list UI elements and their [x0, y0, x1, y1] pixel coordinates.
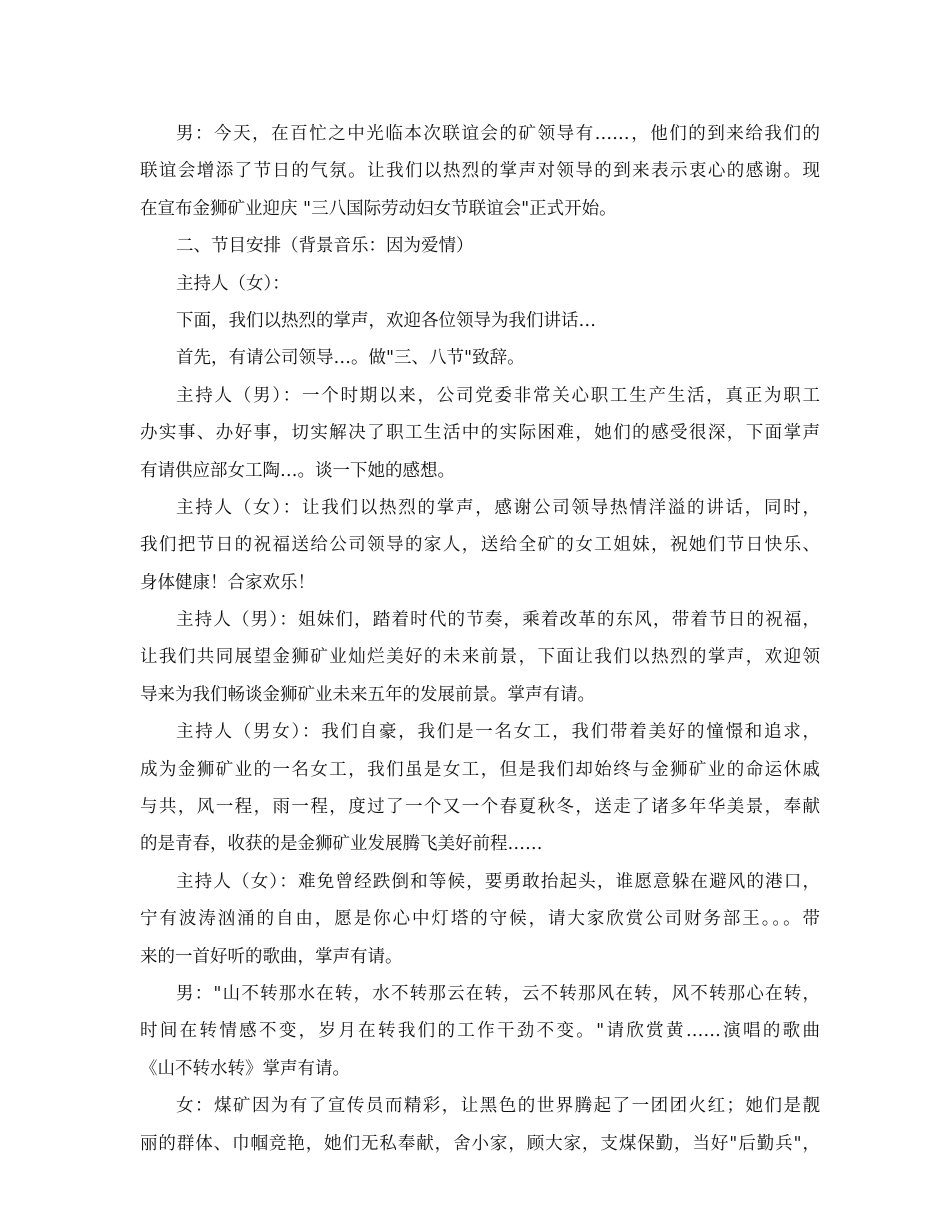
text-line: 主持人（女）： — [176, 273, 290, 294]
text-line: 丽的群体、巾帼竞艳，她们无私奉献，舍小家，顾大家，支煤保勤，当好"后勤兵"， — [140, 1133, 820, 1154]
text-line: 主持人（男）：一个时期以来，公司党委非常关心职工生产生活，真正为职工 — [176, 385, 820, 406]
text-line: 二、节目安排（背景音乐：因为爱情） — [176, 236, 474, 257]
text-line: 与共，风一程，雨一程，度过了一个又一个春夏秋冬，送走了诸多年华美景，奉献 — [140, 797, 820, 818]
text-line: 主持人（男女）：我们自豪，我们是一名女工，我们带着美好的憧憬和追求， — [176, 722, 820, 743]
document-page — [140, 116, 820, 1163]
text-line: 办实事、办好事，切实解决了职工生活中的实际困难，她们的感受很深，下面掌声 — [140, 423, 820, 444]
text-line: 首先，有请公司领导…。做"三、八节"致辞。 — [176, 348, 525, 369]
text-line: 主持人（女）：难免曾经跌倒和等候，要勇敢抬起头，谁愿意躲在避风的港口， — [176, 871, 820, 892]
text-line: 男："山不转那水在转，水不转那云在转，云不转那风在转，风不转那心在转， — [176, 983, 820, 1004]
text-line: 男：今天，在百忙之中光临本次联谊会的矿领导有……，他们的到来给我们的 — [176, 124, 820, 144]
text-line: 有请供应部女工陶…。谈一下她的感想。 — [140, 460, 455, 481]
text-line: 身体健康！合家欢乐！ — [140, 572, 315, 593]
text-line: 的是青春，收获的是金狮矿业发展腾飞美好前程…… — [140, 834, 543, 855]
text-line: 让我们共同展望金狮矿业灿烂美好的未来前景，下面让我们以热烈的掌声，欢迎领 — [140, 647, 820, 668]
text-line: 下面，我们以热烈的掌声，欢迎各位领导为我们讲话… — [176, 310, 596, 331]
text-line: 在宣布金狮矿业迎庆 "三八国际劳动妇女节联谊会"正式开始。 — [140, 198, 617, 219]
text-line: 宁有波涛汹涌的自由，愿是你心中灯塔的守候，请大家欣赏公司财务部王。。。带 — [140, 909, 820, 930]
text-line: 导来为我们畅谈金狮矿业未来五年的发展前景。掌声有请。 — [140, 684, 595, 705]
text-line: 时间在转情感不变，岁月在转我们的工作干劲不变。"请欣赏黄……演唱的歌曲 — [140, 1021, 820, 1042]
text-line: 来的一首好听的歌曲，掌声有请。 — [140, 946, 403, 967]
text-line: 女：煤矿因为有了宣传员而精彩，让黑色的世界腾起了一团团火红；她们是靓 — [176, 1096, 820, 1117]
text-line: 联谊会增添了节日的气氛。让我们以热烈的掌声对领导的到来表示衷心的感谢。现 — [140, 161, 820, 182]
text-line: 我们把节日的祝福送给公司领导的家人，送给全矿的女工姐妹，祝她们节日快乐、 — [140, 535, 820, 556]
text-line: 主持人（男）：姐妹们，踏着时代的节奏，乘着改革的东风，带着节日的祝福， — [176, 610, 820, 631]
text-line: 成为金狮矿业的一名女工，我们虽是女工，但是我们却始终与金狮矿业的命运休戚 — [140, 759, 820, 780]
text-line: 主持人（女）：让我们以热烈的掌声，感谢公司领导热情洋溢的讲话，同时， — [176, 497, 820, 518]
text-line: 《山不转水转》掌声有请。 — [140, 1058, 350, 1079]
